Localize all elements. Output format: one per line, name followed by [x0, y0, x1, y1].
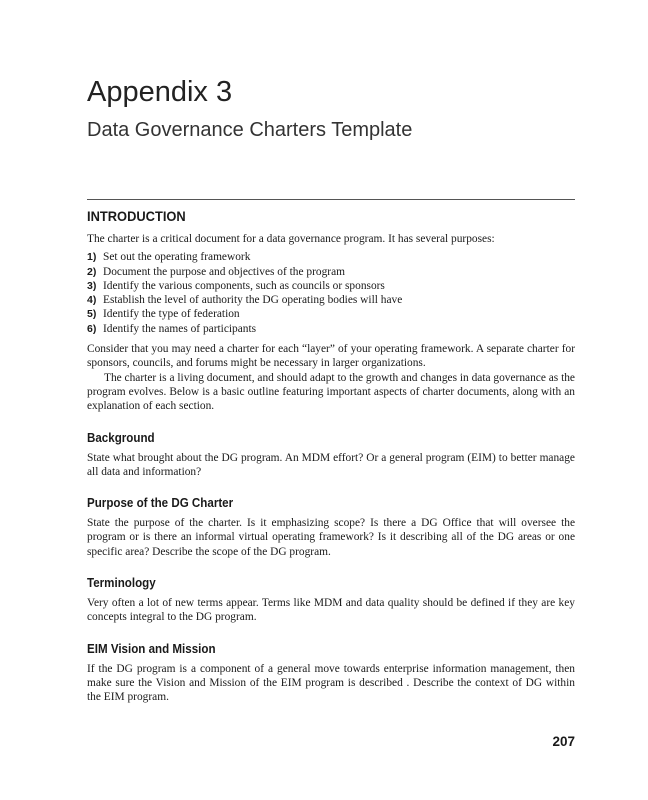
introduction-heading: INTRODUCTION	[87, 208, 186, 224]
list-item	[87, 250, 575, 264]
list-text: Identify the type of federation	[103, 308, 240, 321]
background-heading: Background	[87, 430, 155, 445]
background-body: State what brought about the DG program. An MDM effort? Or a general program (EIM) to better manage all data and information?	[87, 451, 575, 478]
list-item	[87, 322, 575, 336]
list-number: 4)	[87, 294, 97, 307]
introduction-lead: The charter is a critical document for a data governance program. It has several purposes:	[87, 233, 495, 245]
eim-heading: EIM Vision and Mission	[87, 641, 216, 656]
list-number: 5)	[87, 308, 97, 321]
introduction-paragraph: Consider that you may need a charter for each “layer” of your operating framework. A separate charter for sponsors, councils, and forums might be necessary in larger organizations.	[87, 343, 575, 370]
list-number: 1)	[87, 251, 97, 264]
eim-body: If the DG program is a component of a general move towards enterprise information management, then make sure the Vision and Mission of the EIM program is described . Describe the context of DG within the EIM program.	[87, 662, 575, 704]
list-item	[87, 279, 575, 293]
list-number: 2)	[87, 265, 97, 278]
page-body	[87, 207, 575, 705]
list-text: Set out the operating framework	[103, 251, 251, 264]
terminology-heading: Terminology	[87, 576, 156, 591]
list-text: Identify the various components, such as councils or sponsors	[103, 279, 385, 292]
list-number: 6)	[87, 322, 97, 335]
list-text: Establish the level of authority the DG operating bodies will have	[103, 294, 403, 307]
chapter-subtitle: Data Governance Charters Template	[87, 119, 413, 141]
list-text: Document the purpose and objectives of the program	[103, 265, 345, 278]
purpose-body: State the purpose of the charter. Is it emphasizing scope? Is there a DG Office that will oversee the program or is there an informal virtual operating framework? Is it describing all of the DG areas or one specific area? Describe the scope of the DG program.	[87, 517, 575, 558]
list-item	[87, 265, 575, 279]
list-text: Identify the names of participants	[103, 322, 257, 335]
list-number: 3)	[87, 279, 97, 292]
list-item	[87, 307, 575, 321]
page-number: 207	[552, 734, 575, 749]
introduction-paragraph: The charter is a living document, and should adapt to the growth and changes in data governance as the program evolves. Below is a basic outline featuring important aspects of charter documents, along with an explanation of each section.	[87, 371, 575, 413]
title-divider	[87, 199, 575, 200]
purpose-heading: Purpose of the DG Charter	[87, 496, 234, 511]
list-item	[87, 293, 575, 307]
appendix-title: Appendix 3	[87, 76, 233, 108]
terminology-body: Very often a lot of new terms appear. Terms like MDM and data quality should be defined if they are key concepts integral to the DG program.	[87, 597, 575, 624]
purposes-list	[87, 250, 575, 336]
